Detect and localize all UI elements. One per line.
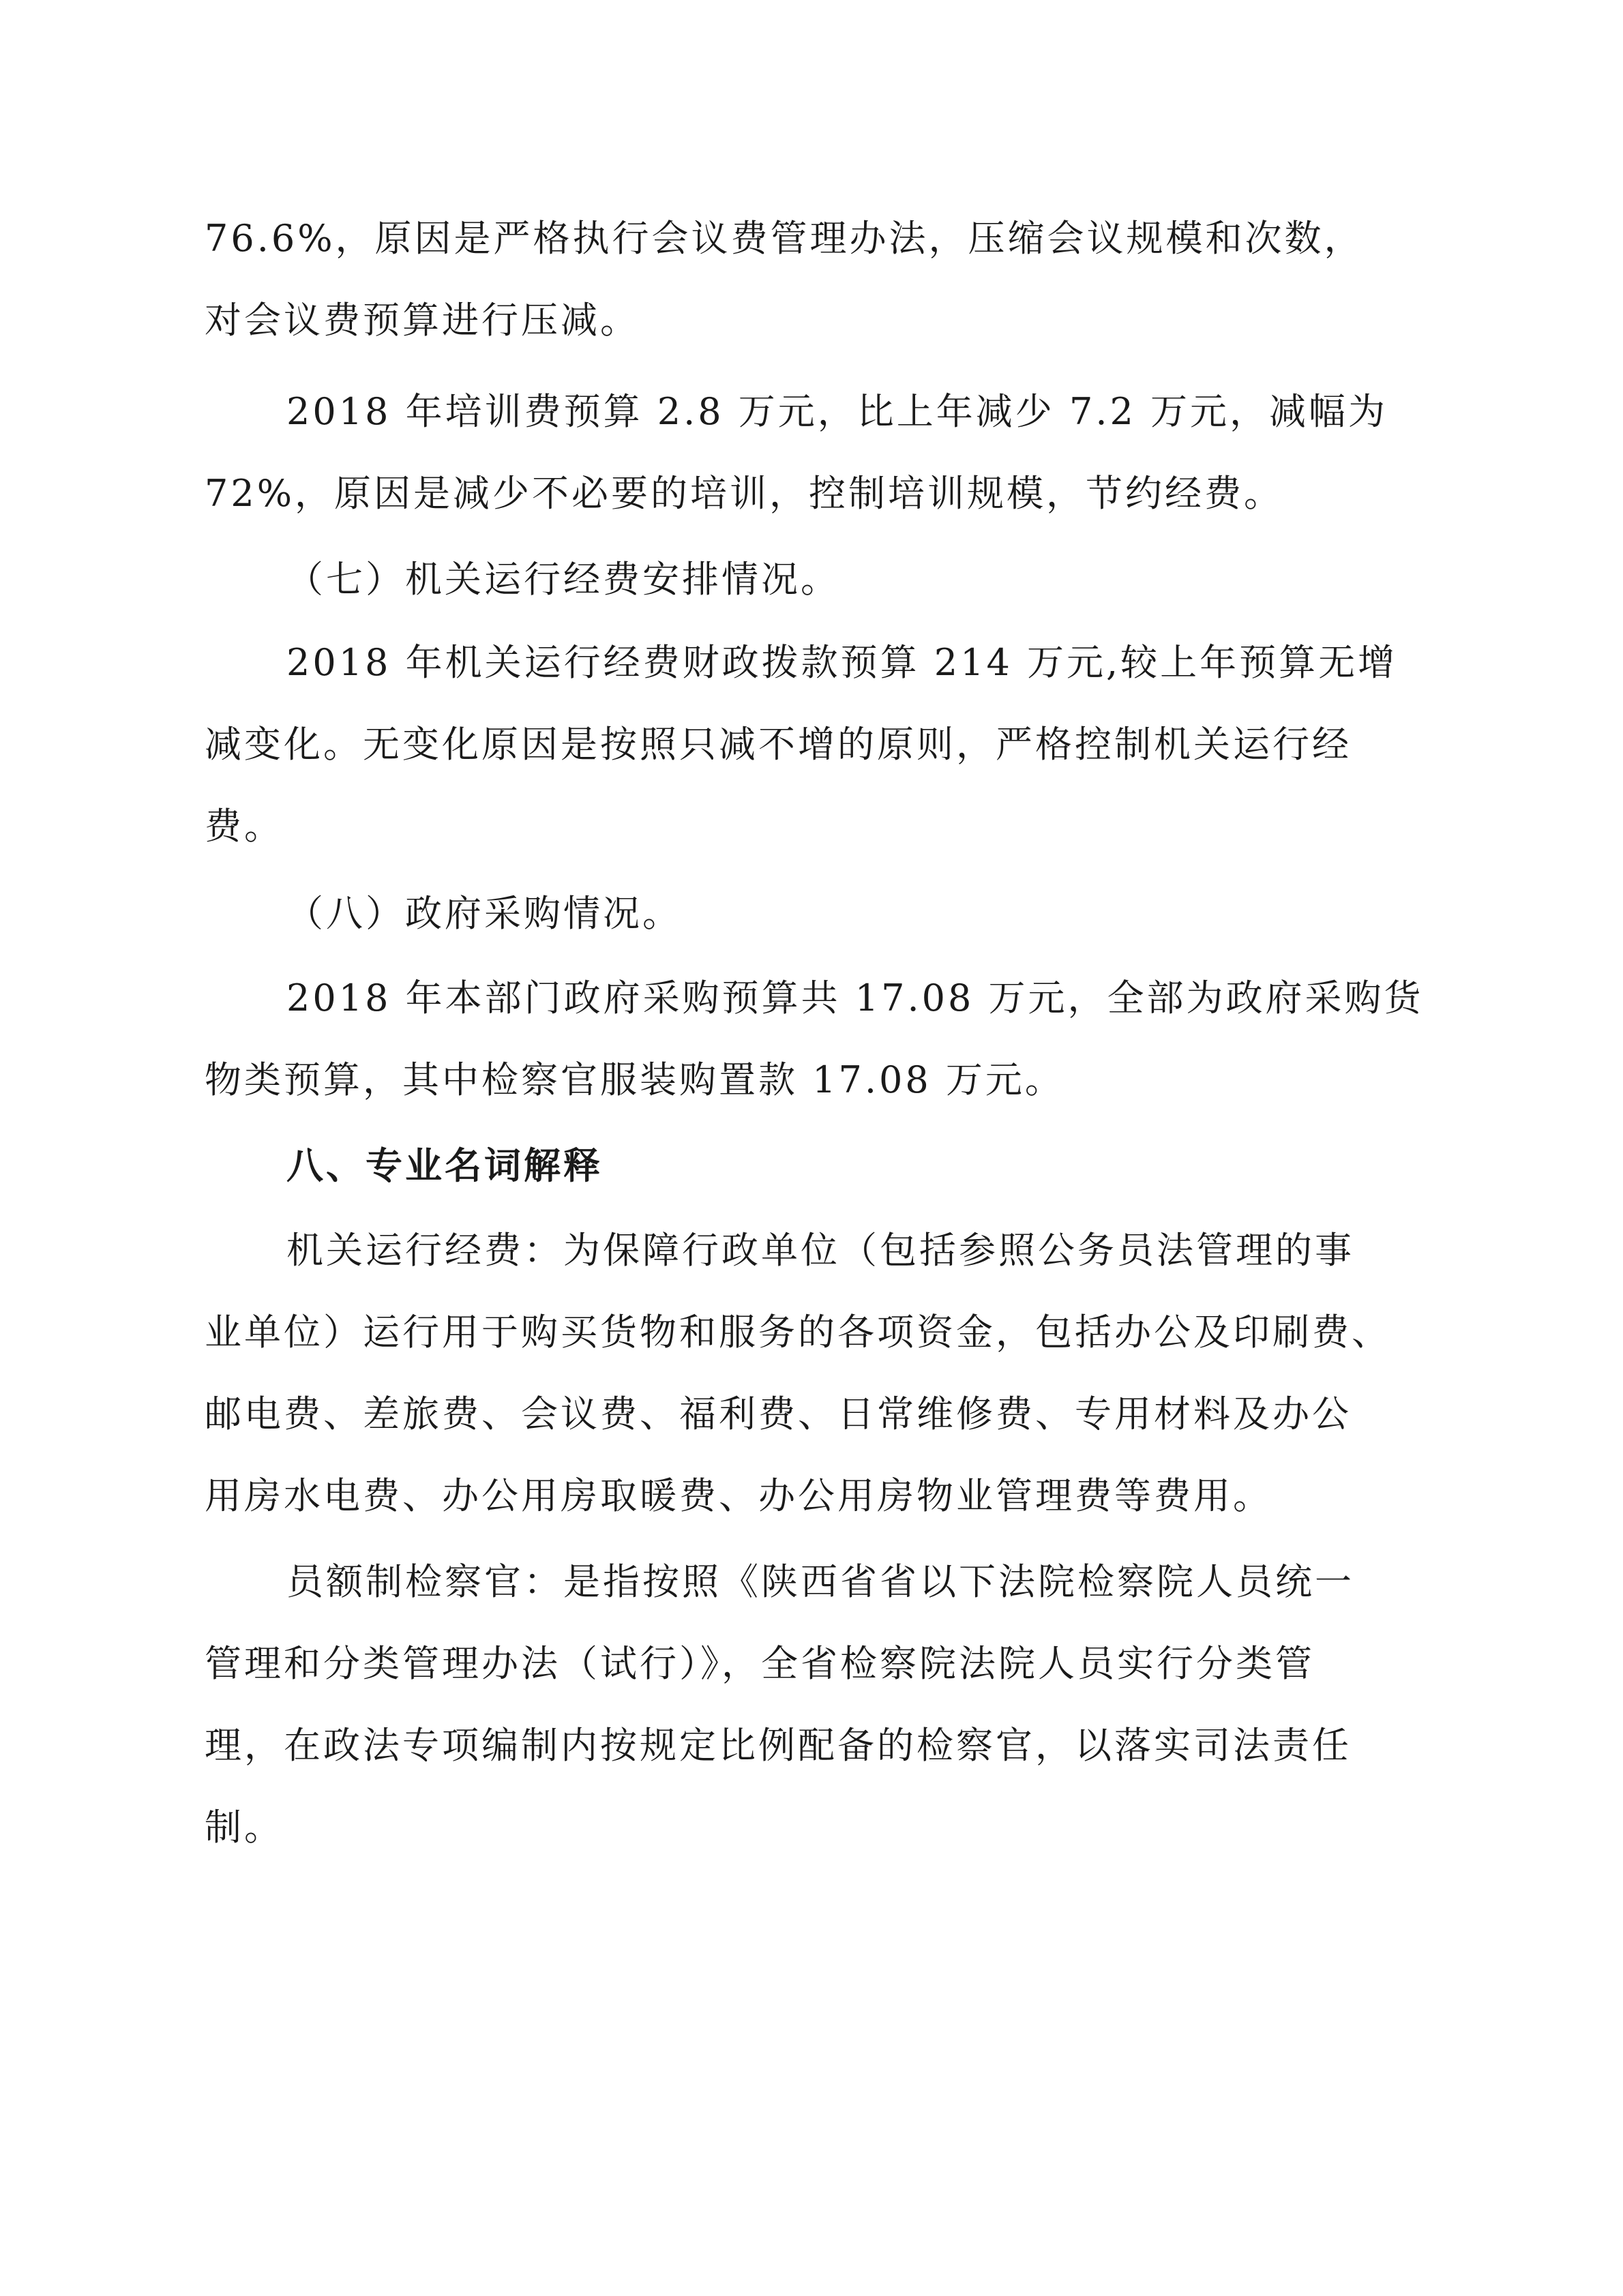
text-line-13: 机关运行经费：为保障行政单位（包括参照公务员法管理的事: [286, 1229, 1354, 1272]
text-line-18: 管理和分类管理办法（试行）》，全省检察院法院人员实行分类管: [205, 1642, 1315, 1685]
text-line-4: 72%，原因是减少不必要的培训，控制培训规模，节约经费。: [205, 472, 1284, 515]
text-line-10: 2018 年本部门政府采购预算共 17.08 万元，全部为政府采购货: [286, 976, 1424, 1019]
text-line-3: 2018 年培训费预算 2.8 万元，比上年减少 7.2 万元，减幅为: [286, 390, 1388, 433]
text-line-20: 制。: [205, 1806, 284, 1849]
text-line-2: 对会议费预算进行压减。: [205, 299, 640, 342]
text-line-17: 员额制检察官：是指按照《陕西省省以下法院检察院人员统一: [286, 1560, 1354, 1603]
section-title-eight: （八）政府采购情况。: [286, 892, 682, 935]
text-line-11: 物类预算，其中检察官服装购置款 17.08 万元。: [205, 1058, 1064, 1101]
text-line-16: 用房水电费、办公用房取暖费、办公用房物业管理费等费用。: [205, 1474, 1272, 1517]
section-title-seven: （七）机关运行经费安排情况。: [286, 558, 840, 601]
text-line-8: 费。: [205, 805, 284, 848]
chapter-heading: 八、专业名词解释: [286, 1144, 603, 1187]
text-line-14: 业单位）运行用于购买货物和服务的各项资金，包括办公及印刷费、: [205, 1311, 1391, 1354]
text-line-7: 减变化。无变化原因是按照只减不增的原则，严格控制机关运行经: [205, 723, 1352, 766]
text-line-6: 2018 年机关运行经费财政拨款预算 214 万元,较上年预算无增: [286, 641, 1398, 684]
text-line-15: 邮电费、差旅费、会议费、福利费、日常维修费、专用材料及办公: [205, 1392, 1352, 1435]
text-line-19: 理，在政法专项编制内按规定比例配备的检察官，以落实司法责任: [205, 1724, 1352, 1767]
text-line-1: 76.6%，原因是严格执行会议费管理办法，压缩会议规模和次数，: [205, 217, 1364, 260]
